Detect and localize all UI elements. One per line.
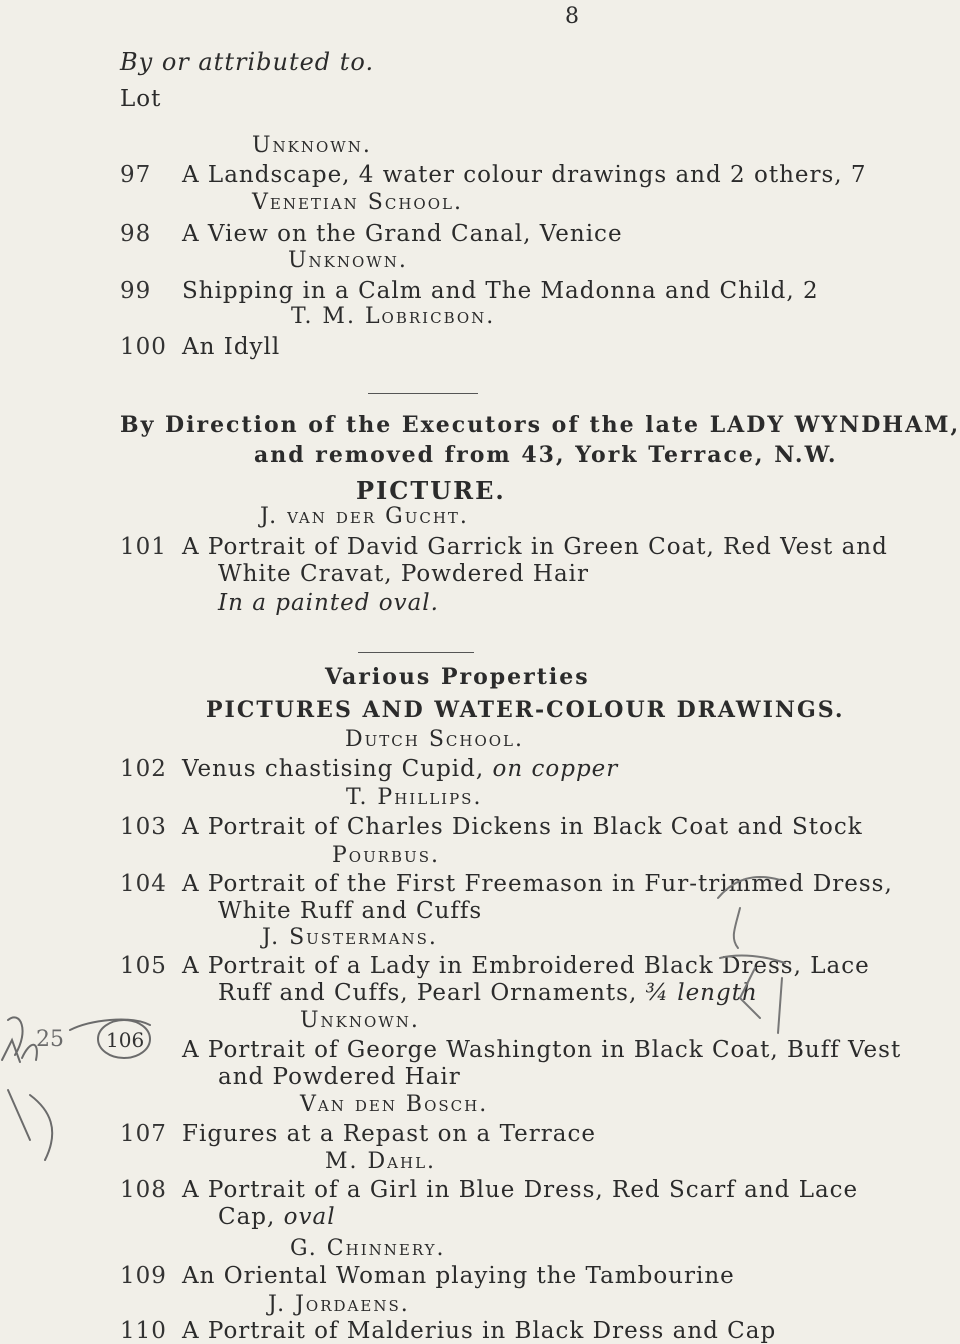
attribution: Venetian School. <box>252 190 463 215</box>
lot-number: 101 <box>120 534 167 560</box>
section-title: Various Properties <box>325 664 590 690</box>
lot-description-text: Venus chastising Cupid, <box>182 756 485 782</box>
page-number: 8 <box>565 4 579 29</box>
lot-number: 98 <box>120 221 152 247</box>
lot-size-note: ¾ length <box>645 980 758 1006</box>
handwritten-margin-annotation <box>0 1000 175 1170</box>
lot-description: A Landscape, 4 water colour drawings and 2 others, 7 <box>182 162 867 188</box>
attribution: Dutch School. <box>345 727 525 752</box>
lot-description-text: Cap, <box>218 1204 276 1230</box>
attribution: J. van der Gucht. <box>260 504 469 529</box>
lot-description: A Portrait of George Washington in Black Coat, Buff Vest <box>182 1037 902 1063</box>
lot-number: 97 <box>120 162 152 188</box>
lot-description-cont: White Ruff and Cuffs <box>218 898 483 924</box>
lot-number: 100 <box>120 334 167 360</box>
lot-description: A Portrait of David Garrick in Green Coat, Red Vest and <box>182 534 888 560</box>
lot-description: Shipping in a Calm and The Madonna and Child, 2 <box>182 278 819 304</box>
attribution: J. Sustermans. <box>262 925 438 950</box>
attribution: M. Dahl. <box>325 1149 437 1174</box>
attribution: J. Jordaens. <box>268 1292 410 1317</box>
lot-description-note: In a painted oval. <box>218 590 439 616</box>
sale-direction-heading: By Direction of the Executors of the late LADY WYNDHAM, <box>120 412 960 438</box>
lot-description: A Portrait of a Girl in Blue Dress, Red Scarf and Lace <box>182 1177 859 1203</box>
lot-number: 108 <box>120 1177 167 1203</box>
lot-description-cont: and Powdered Hair <box>218 1064 461 1090</box>
lot-column-label: Lot <box>120 86 162 112</box>
attribution: T. M. Lobricbon. <box>291 304 496 329</box>
attribution: G. Chinnery. <box>290 1236 446 1261</box>
lot-number: 99 <box>120 278 152 304</box>
attribution: Van den Bosch. <box>300 1092 489 1117</box>
lot-number: 104 <box>120 871 167 897</box>
circled-lot-number: 106 <box>106 1028 145 1052</box>
lot-number: 107 <box>120 1121 167 1147</box>
lot-description <box>182 756 618 782</box>
attribution: Unknown. <box>252 133 372 158</box>
attribution: T. Phillips. <box>346 785 483 810</box>
lot-number: 105 <box>120 953 167 979</box>
lot-description-text: Ruff and Cuffs, Pearl Ornaments, <box>218 980 638 1006</box>
lot-description: Figures at a Repast on a Terrace <box>182 1121 596 1147</box>
attribution: Unknown. <box>288 248 408 273</box>
lot-description-cont <box>218 1204 336 1230</box>
section-divider <box>368 393 478 394</box>
lot-description-cont: White Cravat, Powdered Hair <box>218 561 590 587</box>
lot-description: A View on the Grand Canal, Venice <box>182 221 623 247</box>
lot-format-note: oval <box>283 1204 336 1230</box>
section-subtitle: PICTURES AND WATER-COLOUR DRAWINGS. <box>206 697 845 723</box>
margin-number: 25 <box>36 1027 64 1052</box>
lot-description: An Idyll <box>182 334 281 360</box>
lot-number: 109 <box>120 1263 167 1289</box>
section-subheading: PICTURE. <box>356 476 506 505</box>
sale-origin-heading: and removed from 43, York Terrace, N.W. <box>254 442 838 468</box>
lot-medium: on copper <box>492 756 619 782</box>
lot-number: 103 <box>120 814 167 840</box>
section-divider <box>358 652 474 653</box>
lot-description: A Portrait of Charles Dickens in Black Coat and Stock <box>182 814 863 840</box>
attribution: Unknown. <box>300 1008 420 1033</box>
lot-description: A Portrait of Malderius in Black Dress and Cap <box>182 1318 777 1344</box>
lot-description-cont <box>218 980 758 1006</box>
lot-description: An Oriental Woman playing the Tambourine <box>182 1263 735 1289</box>
handwritten-right-annotation <box>700 868 798 1053</box>
lot-description: A Portrait of the First Freemason in Fur-trimmed Dress, <box>182 871 893 897</box>
running-header: By or attributed to. <box>120 48 375 76</box>
lot-number: 102 <box>120 756 167 782</box>
lot-number: 110 <box>120 1318 167 1344</box>
attribution: Pourbus. <box>332 843 440 868</box>
lot-description: A Portrait of a Lady in Embroidered Black Dress, Lace <box>182 953 870 979</box>
